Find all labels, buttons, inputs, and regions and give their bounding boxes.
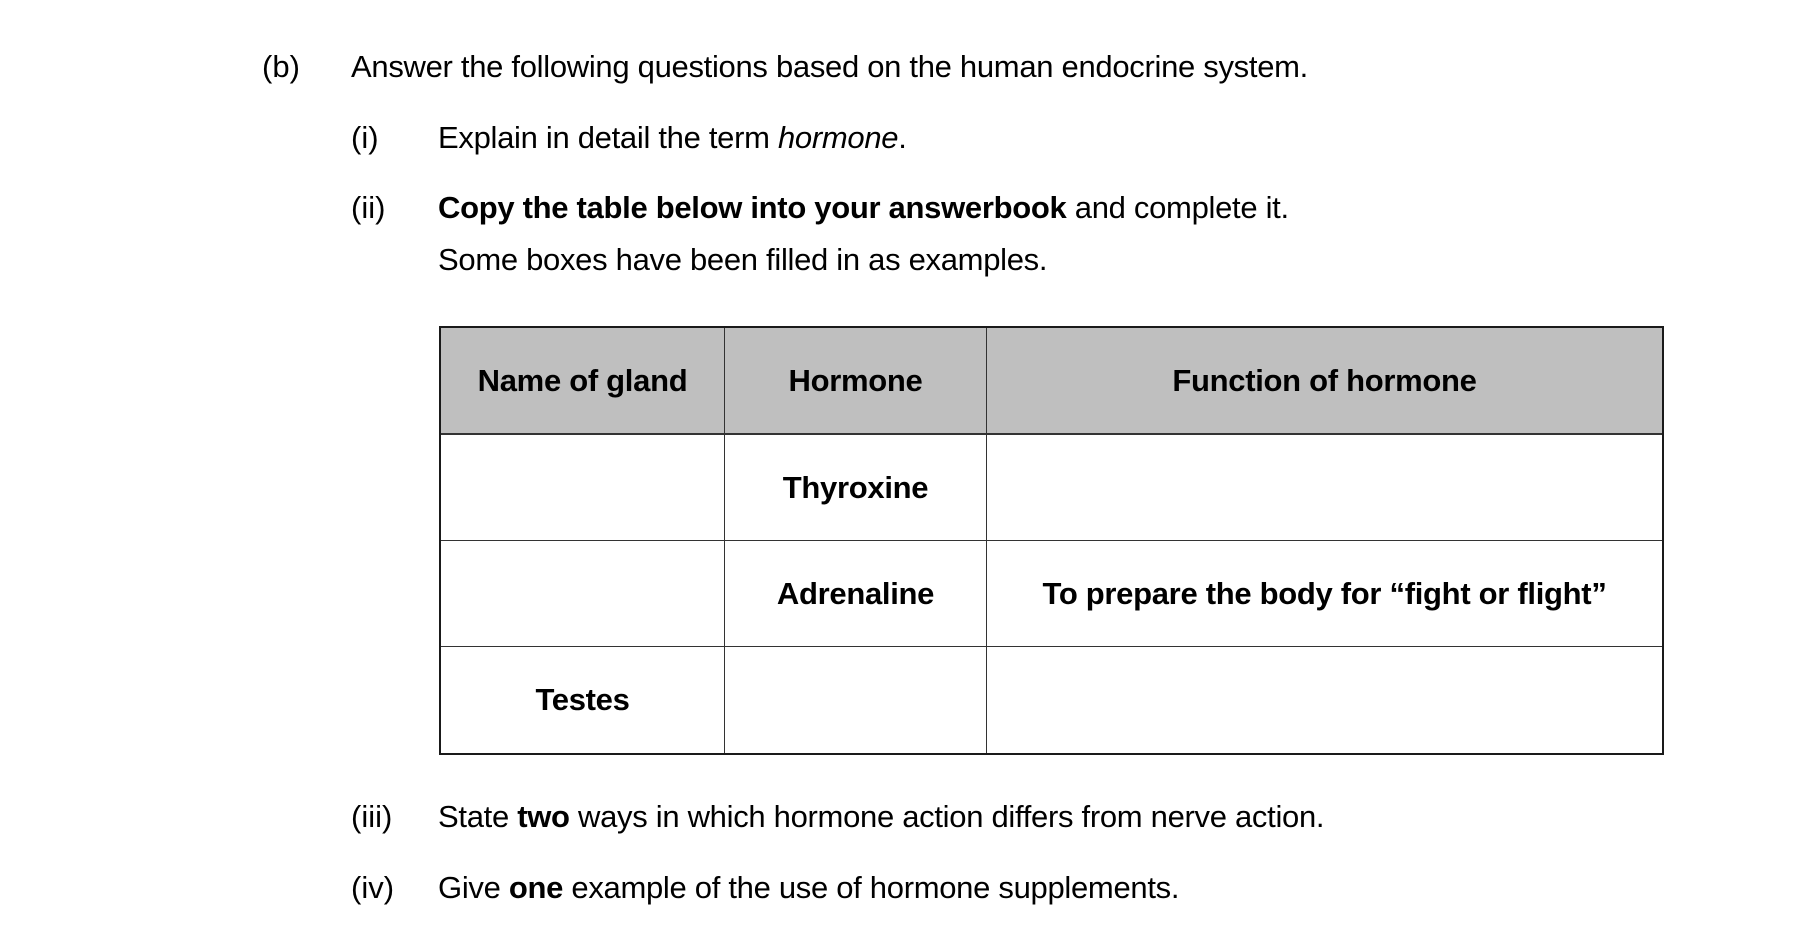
text-segment: .	[898, 120, 907, 155]
subpart-text-i	[438, 120, 907, 156]
header-hormone: Hormone	[725, 328, 987, 435]
part-label: (b)	[262, 49, 300, 84]
subpart-label-i: (i)	[351, 120, 379, 155]
bold-instruction: Copy the table below into your answerbook	[438, 190, 1067, 225]
header-name-of-gland: Name of gland	[441, 328, 725, 435]
bold-word: two	[517, 799, 570, 834]
cell-r2-gland	[441, 541, 725, 647]
text-segment: Explain in detail the term	[438, 120, 778, 155]
subpart-text-iv	[438, 870, 1179, 906]
cell-r1-gland	[441, 435, 725, 541]
subpart-label-iv: (iv)	[351, 870, 395, 905]
cell-r3-function	[987, 647, 1662, 753]
header-function: Function of hormone	[987, 328, 1662, 435]
italic-term: hormone	[777, 120, 899, 155]
subpart-note-ii: Some boxes have been filled in as examples.	[438, 242, 1048, 277]
cell-r1-hormone: Thyroxine	[725, 435, 987, 541]
cell-r3-gland: Testes	[441, 647, 725, 753]
subpart-text-iii	[438, 799, 1324, 835]
cell-r3-hormone	[725, 647, 987, 753]
question-intro: Answer the following questions based on the human endocrine system.	[351, 49, 1308, 84]
text-segment: and complete it.	[1066, 190, 1289, 225]
text-segment: State	[438, 799, 518, 834]
subpart-label-iii: (iii)	[351, 799, 393, 834]
cell-r2-function: To prepare the body for “fight or flight”	[987, 541, 1662, 647]
cell-r2-hormone: Adrenaline	[725, 541, 987, 647]
text-segment: ways in which hormone action differs from nerve action.	[569, 799, 1325, 834]
text-segment: example of the use of hormone supplements.	[563, 870, 1180, 905]
gland-hormone-table	[439, 326, 1664, 755]
text-segment: Give	[438, 870, 509, 905]
bold-word: one	[508, 870, 564, 905]
cell-r1-function	[987, 435, 1662, 541]
subpart-label-ii: (ii)	[351, 190, 386, 225]
subpart-text-ii	[438, 190, 1289, 226]
